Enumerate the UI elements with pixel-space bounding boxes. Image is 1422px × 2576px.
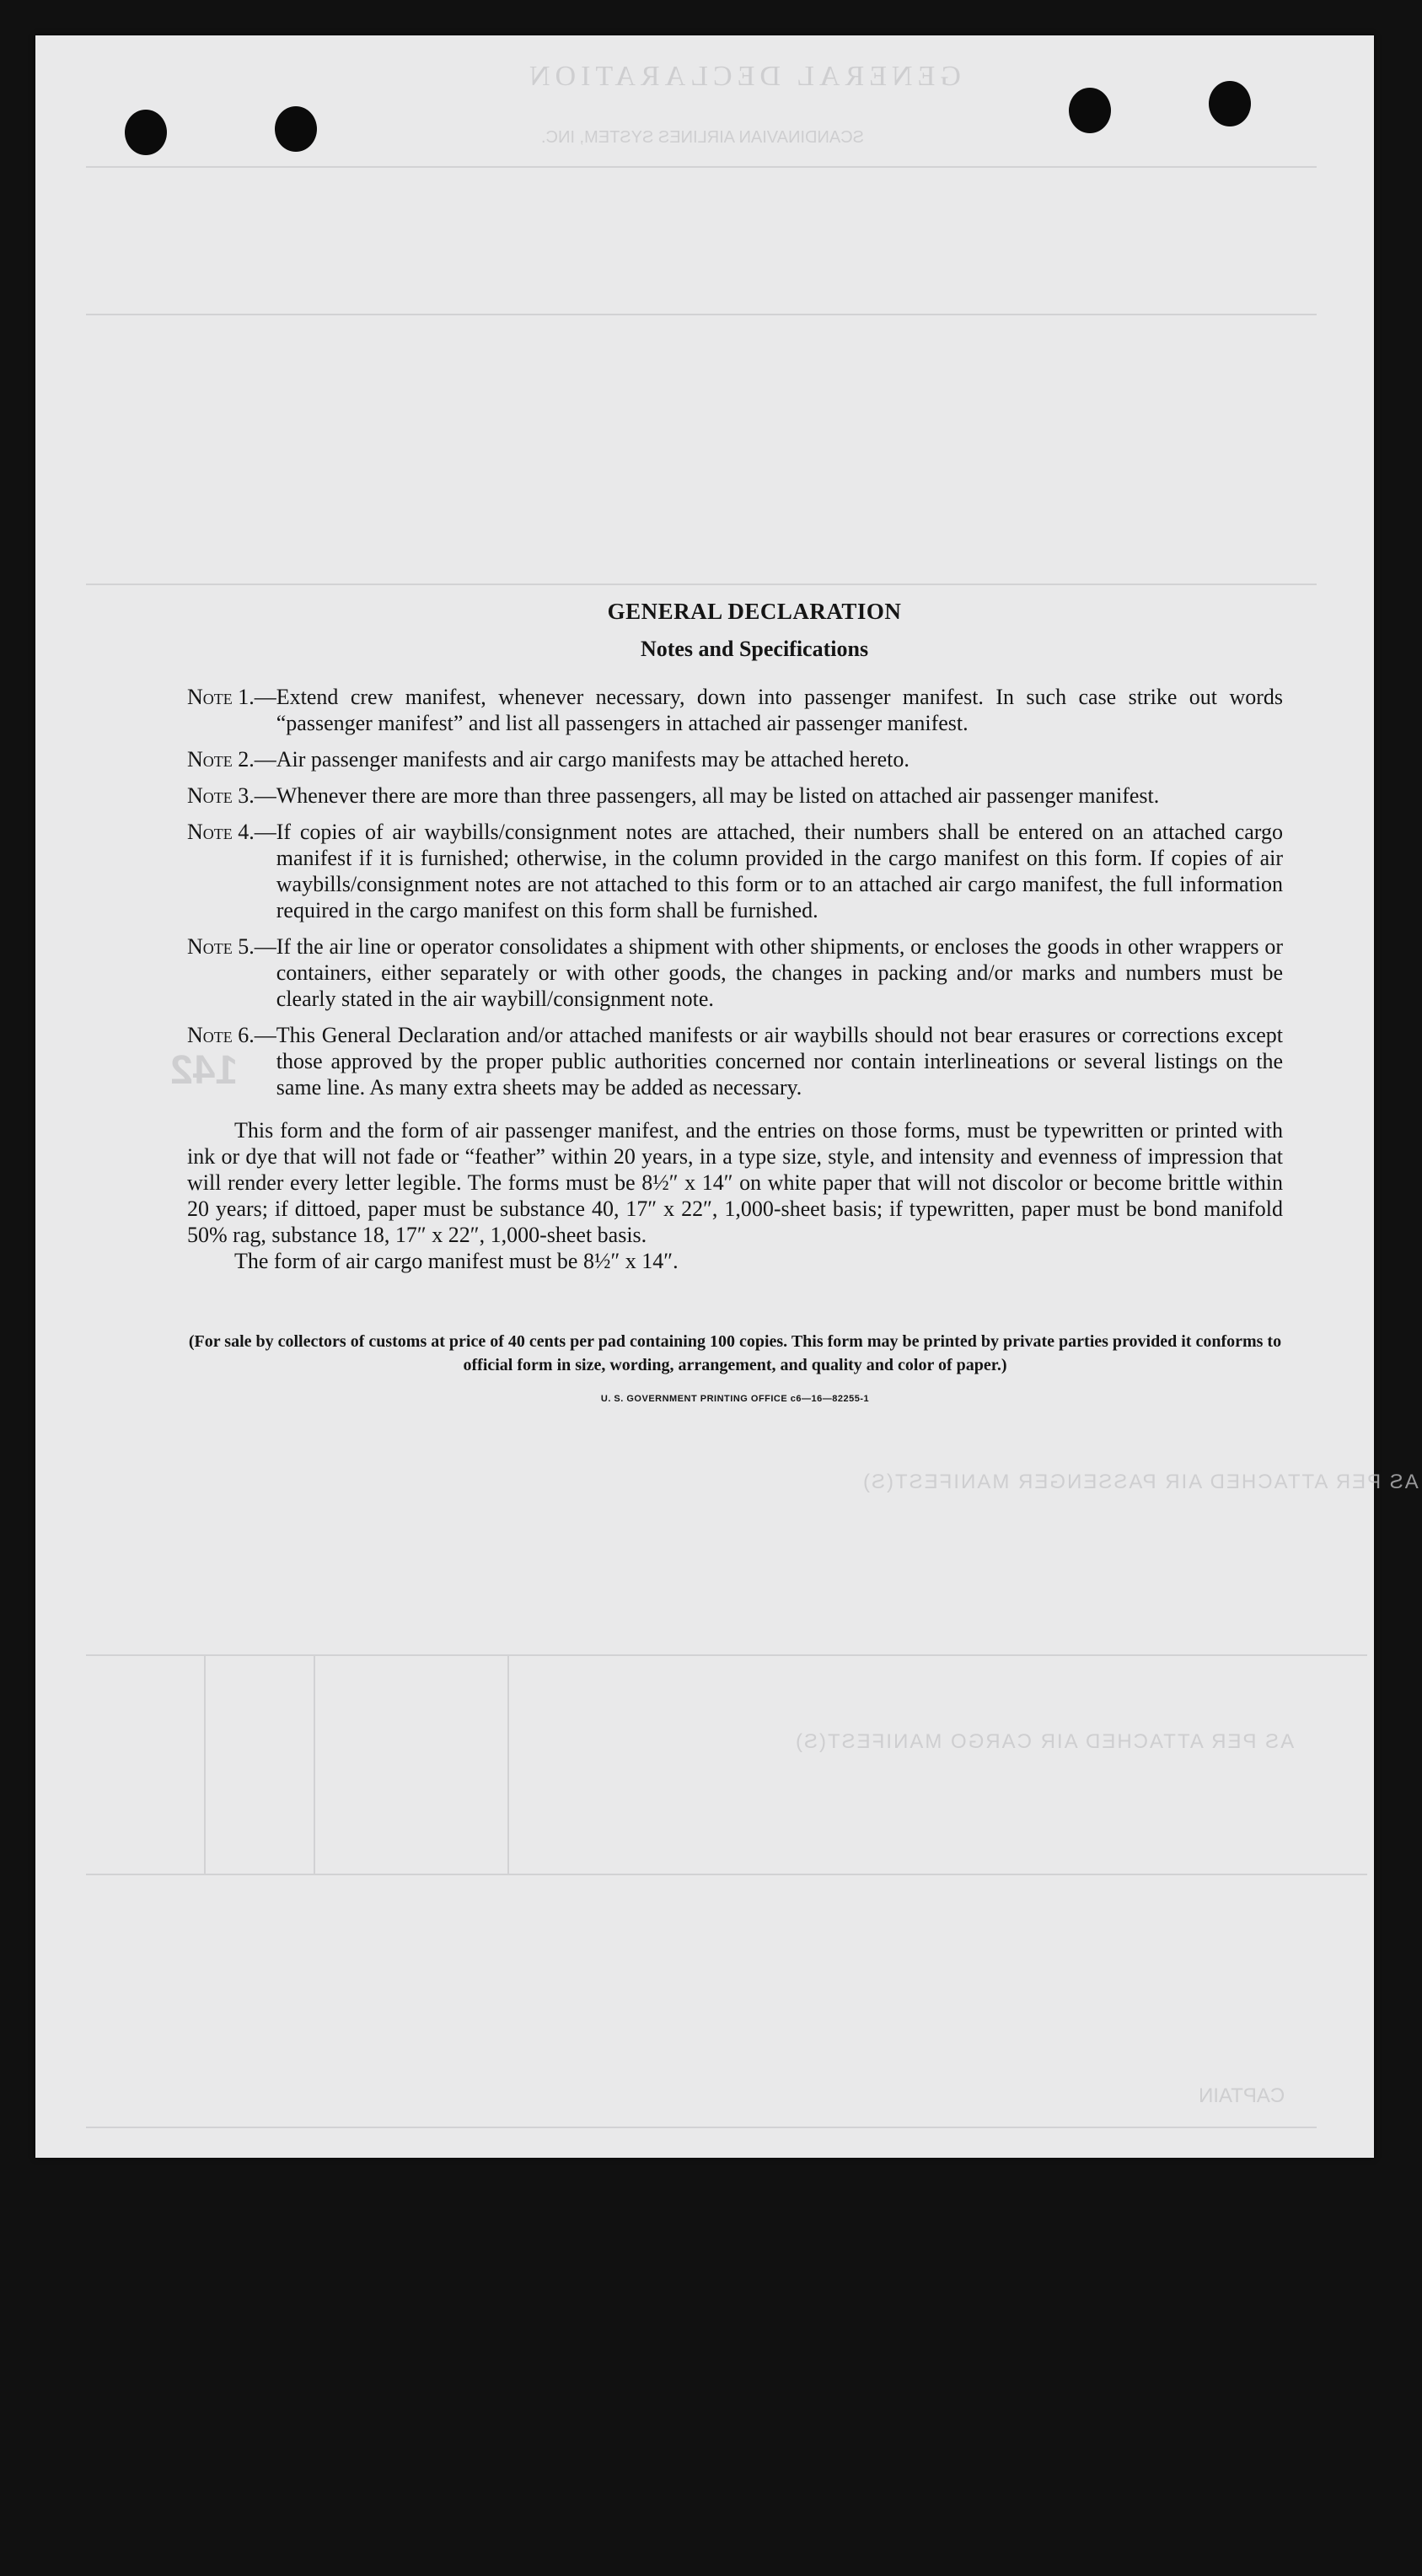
note-label: Note 1.— xyxy=(187,685,276,709)
bleed-through-rule xyxy=(86,166,1317,168)
bleed-through-airline: SCANDINAVIAN AIRLINES SYSTEM, INC. xyxy=(541,128,865,147)
form-specification: This form and the form of air passenger manifest, and the entries on those forms, must be typewritten or printed with ink or dye that will not fade or “feather” within 20 years, in a type size, style, and intensity and evenness of impression that will render every letter legible. The forms must be 8½″ x 14″ on white paper that will not discolor or become brittle within 20 years; if dittoed, paper must be substance 40, 17″ x 22″, 1,000-sheet basis; if typewritten, paper must be bond manifold 50% rag, substance 18, 17″ x 22″, 1,000-sheet basis. xyxy=(187,1118,1283,1247)
note-text: Whenever there are more than three passengers, all may be listed on attached air passenger manifest. xyxy=(276,783,1160,808)
note-label: Note 2.— xyxy=(187,747,276,772)
punch-hole-top-left-2 xyxy=(275,106,317,152)
bleed-through-rule xyxy=(86,2127,1317,2128)
bleed-through-table-rule xyxy=(86,1654,1367,1656)
note-text: This General Declaration and/or attached manifests or air waybills should not bear erasures or corrections except those approved by the proper public authorities concerned nor contain interlineations or several listings on the same line. As many extra sheets may be added as necessary. xyxy=(276,1023,1283,1100)
note-6 xyxy=(187,1022,1283,1100)
bleed-through-table-rule xyxy=(86,1874,1367,1875)
note-2 xyxy=(187,746,1283,772)
printing-office-imprint: U. S. GOVERNMENT PRINTING OFFICE c6—16—82255-1 xyxy=(600,1394,870,1404)
note-5 xyxy=(187,933,1283,1012)
note-label: Note 4.— xyxy=(187,820,276,844)
bleed-through-passenger-stamp: AS PER ATTACHED AIR PASSENGER MANIFEST(S) xyxy=(861,1471,1419,1493)
bleed-through-table-col xyxy=(314,1654,315,1874)
punch-hole-top-right-2 xyxy=(1209,81,1251,126)
bleed-through-rule xyxy=(86,583,1317,585)
page-title: GENERAL DECLARATION xyxy=(607,599,902,624)
cargo-manifest-size: The form of air cargo manifest must be 8½″ x 14″. xyxy=(234,1249,679,1273)
punch-hole-top-left-1 xyxy=(125,110,167,155)
note-text: If copies of air waybills/consignment notes are attached, their numbers shall be entered on an attached cargo manifest if it is furnished; otherwise, in the column provided in the cargo manifest on this form. If copies of air waybills/consignment notes are not attached to this form or to an attached air cargo manifest, the full information required in the cargo manifest on this form shall be furnished. xyxy=(276,820,1283,922)
bleed-through-captain: CAPTAIN xyxy=(1199,2084,1285,2107)
page-subtitle: Notes and Specifications xyxy=(640,637,869,661)
bleed-through-rule xyxy=(86,314,1317,315)
bleed-through-table-col xyxy=(507,1654,509,1874)
sale-note: (For sale by collectors of customs at price of 40 cents per pad containing 100 copies. This form may be printed by private parties provided it conforms to official form in size, wording, arrangement, and quality and color of paper.) xyxy=(188,1332,1282,1374)
bleed-through-number: 142 xyxy=(170,1048,239,1093)
note-1 xyxy=(187,684,1283,736)
note-4 xyxy=(187,819,1283,923)
note-label: Note 3.— xyxy=(187,783,276,808)
declaration-notes xyxy=(187,599,1283,1404)
note-text: If the air line or operator consolidates a shipment with other shipments, or encloses the goods in other wrappers or containers, either separately or with other goods, the changes in packing and/or marks and numbers must be clearly stated in the air waybill/consignment note. xyxy=(276,934,1283,1011)
punch-hole-top-right-1 xyxy=(1069,88,1111,133)
note-text: Extend crew manifest, whenever necessary, down into passenger manifest. In such case strike out words “passenger manifest” and list all passengers in attached air passenger manifest. xyxy=(276,685,1283,735)
bleed-through-cargo-stamp: AS PER ATTACHED AIR CARGO MANIFEST(S) xyxy=(794,1730,1295,1753)
note-text: Air passenger manifests and air cargo manifests may be attached hereto. xyxy=(276,747,910,772)
bleed-through-title: GENERAL DECLARATION xyxy=(524,61,961,92)
note-label: Note 5.— xyxy=(187,934,276,959)
note-label: Note 6.— xyxy=(187,1023,276,1047)
note-3 xyxy=(187,782,1283,809)
document-page xyxy=(35,35,1419,2158)
bleed-through-table-col xyxy=(204,1654,206,1874)
